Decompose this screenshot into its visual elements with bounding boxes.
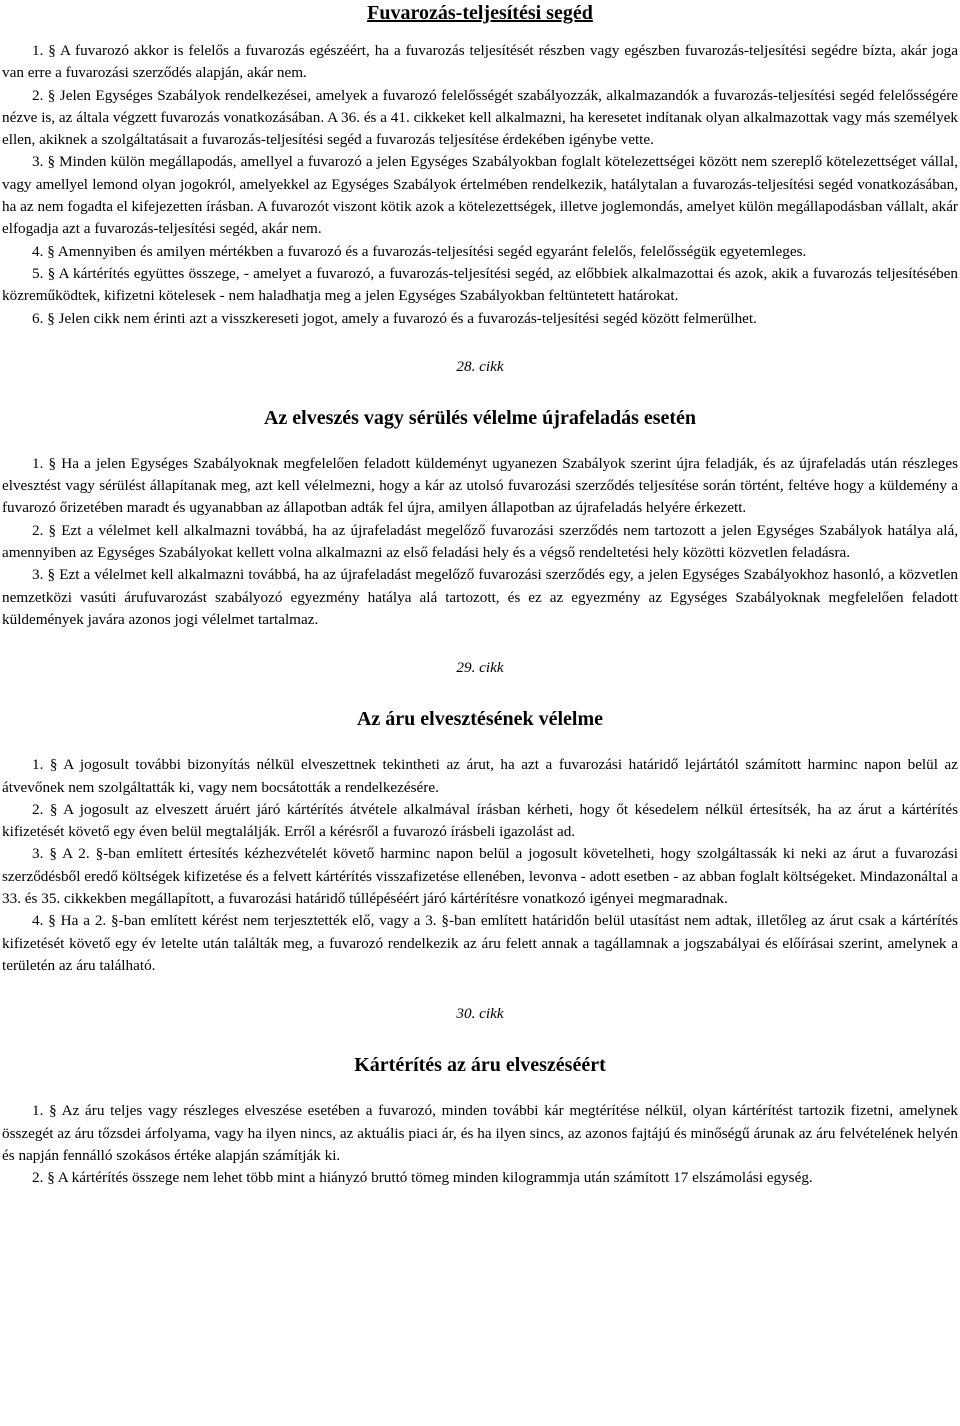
paragraph: 3. § A 2. §-ban említett értesítés kézhezvételét követő harminc napon belül a jogosult követelheti, hogy szolgáltassák ki neki az árut a fuvarozási szerződésből eredő költségek kifizetése és a felvett kártérítés visszafizetése ellenében, levonva - adott esetben - az abban foglalt költségeket. Mindazonáltal a 33. és 35. cikkekben megállapított, a fuvarozási határidő túllépéséért járó kártérítésre vonatkozó igényei megmaradnak.	[2, 845, 958, 908]
article-29	[2, 657, 958, 977]
paragraph: 3. § Minden külön megállapodás, amellyel a fuvarozó a jelen Egységes Szabályokban foglalt kötelezettségei között nem szereplő kötelezettséget vállal, vagy amellyel lemond olyan jogokról, amelyekkel az Egységes Szabályok értelmében rendelkezik, hatálytalan a fuvarozás-teljesítési segéd vonatkozásában, ha az nem fogadta el kifejezetten írásban. A fuvarozót viszont kötik azok a kötelezettségek, illetve joglemondás, amelyet külön megállapodásban vállalt, akár elfogadja azt a fuvarozás-teljesítési segéd, akár nem.	[2, 153, 958, 238]
article-28	[2, 356, 958, 631]
article-heading: Az elveszés vagy sérülés vélelme újrafeladás esetén	[263, 406, 697, 429]
article-30	[2, 1003, 958, 1189]
article-heading: Az áru elvesztésének vélelme	[356, 708, 603, 731]
article-number: 29. cikk	[456, 659, 504, 677]
paragraph: 2. § Jelen Egységes Szabályok rendelkezései, amelyek a fuvarozó felelősségét szabályozzák, alkalmazandók a fuvarozás-teljesítési segéd felelősségére nézve is, az általa végzett fuvarozás vonatkozásában. A 36. és a 41. cikkeket kell alkalmazni, ha keresetet indítanak olyan alkalmazottak vagy más személyek ellen, akiknek a szolgáltatásait a fuvarozás-teljesítési segéd a fuvarozás teljesítése érdekében igénybe vette.	[2, 86, 959, 149]
paragraph: 2. § A kártérítés összege nem lehet több mint a hiányzó bruttó tömeg minden kilogrammja után számított 17 elszámolási egység.	[32, 1169, 813, 1187]
paragraph: 1. § Ha a jelen Egységes Szabályoknak megfelelően feladott küldeményt ugyanezen Szabályok szerint újra feladják, és az újrafeladás után részleges elvesztést vagy sérülést állapítanak meg, azt kell vélelmezni, hogy a kár az utolsó fuvarozási szerződés teljesítése során történt, feltéve hogy a küldemény a fuvarozó őrizetében maradt és ugyanabban az állapotban adták fel újra, amilyen állapotban az újrafeladás helyére érkezett.	[2, 454, 958, 517]
article-number: 30. cikk	[456, 1005, 504, 1023]
document-page	[0, 1, 960, 1189]
paragraph: 1. § A fuvarozó akkor is felelős a fuvarozás egészéért, ha a fuvarozás teljesítését részben vagy egészben fuvarozás-teljesítési segédre bízta, akár joga van erre a fuvarozási szerződés alapján, akár nem.	[2, 42, 958, 82]
paragraph: 3. § Ezt a vélelmet kell alkalmazni továbbá, ha az újrafeladást megelőző fuvarozási szerződés egy, a jelen Egységes Szabályokhoz hasonló, a közvetlen nemzetközi vasúti árufuvarozást szabályozó egyezmény hatálya alá tartozott, és ez az egyezmény az Egységes Szabályoknak megfelelően feladott küldemények javára azonos jogi vélelmet tartalmaz.	[2, 566, 958, 628]
paragraph: 5. § A kártérítés együttes összege, - amelyet a fuvarozó, a fuvarozás-teljesítési segéd, az előbbiek alkalmazottai és azok, akik a fuvarozás teljesítésében közreműködtek, kifizetni kötelesek - nem haladhatja meg a jelen Egységes Szabályokban feltüntetett határokat.	[2, 264, 958, 305]
paragraph: 2. § A jogosult az elveszett áruért járó kártérítés átvétele alkalmával írásban kérheti, hogy őt késedelem nélkül értesítsék, ha az árut a kártérítés kifizetését követő egy éven belül megtalálják. Erről a kérésről a fuvarozó írásbeli igazolást ad.	[2, 800, 958, 841]
intro-section	[2, 40, 958, 330]
document-title: Fuvarozás-teljesítési segéd	[367, 2, 593, 24]
article-heading: Kártérítés az áru elveszéséért	[354, 1054, 606, 1077]
paragraph: 2. § Ezt a vélelmet kell alkalmazni továbbá, ha az újrafeladást megelőző fuvarozási szerződés nem tartozott a jelen Egységes Szabályok hatálya alá, amennyiben az Egységes Szabályokat kellett volna alkalmazni az első feladási hely és a végső rendeltetési hely közötti közvetlen feladásra.	[2, 521, 958, 562]
paragraph: 1. § A jogosult további bizonyítás nélkül elveszettnek tekintheti az árut, ha azt a fuvarozási határidő lejártától számított harminc napon belül az átvevőnek nem szolgáltatták ki, vagy nem bocsátották a rendelkezésére.	[2, 756, 958, 796]
paragraph: 1. § Az áru teljes vagy részleges elveszése esetében a fuvarozó, minden további kár megtérítése nélkül, olyan kártérítést tartozik fizetni, amelynek összegét az áru tőzsdei árfolyama, vagy ha ilyen nincs, az aktuális piaci ár, és ha ilyen sincs, az azonos fajtájú és minőségű árunak az áru felvételének helyén és napján fennálló szokásos értéke alapján számítják ki.	[2, 1102, 958, 1164]
article-number: 28. cikk	[456, 357, 504, 375]
paragraph: 4. § Ha a 2. §-ban említett kérést nem terjesztették elő, vagy a 3. §-ban említett határidőn belül utasítást nem adtak, illetőleg az árut csak a kártérítés kifizetését követő egy év letelte után találták meg, a fuvarozó rendelkezik az áru felett annak a tagállamnak a jogszabályai és előírásai szerint, amelynek a területén az áru található.	[2, 912, 958, 974]
paragraph: 4. § Amennyiben és amilyen mértékben a fuvarozó és a fuvarozás-teljesítési segéd egyaránt felelős, felelősségük egyetemleges.	[32, 242, 807, 260]
paragraph: 6. § Jelen cikk nem érinti azt a visszkereseti jogot, amely a fuvarozó és a fuvarozás-teljesítési segéd között felmerülhet.	[32, 309, 757, 327]
